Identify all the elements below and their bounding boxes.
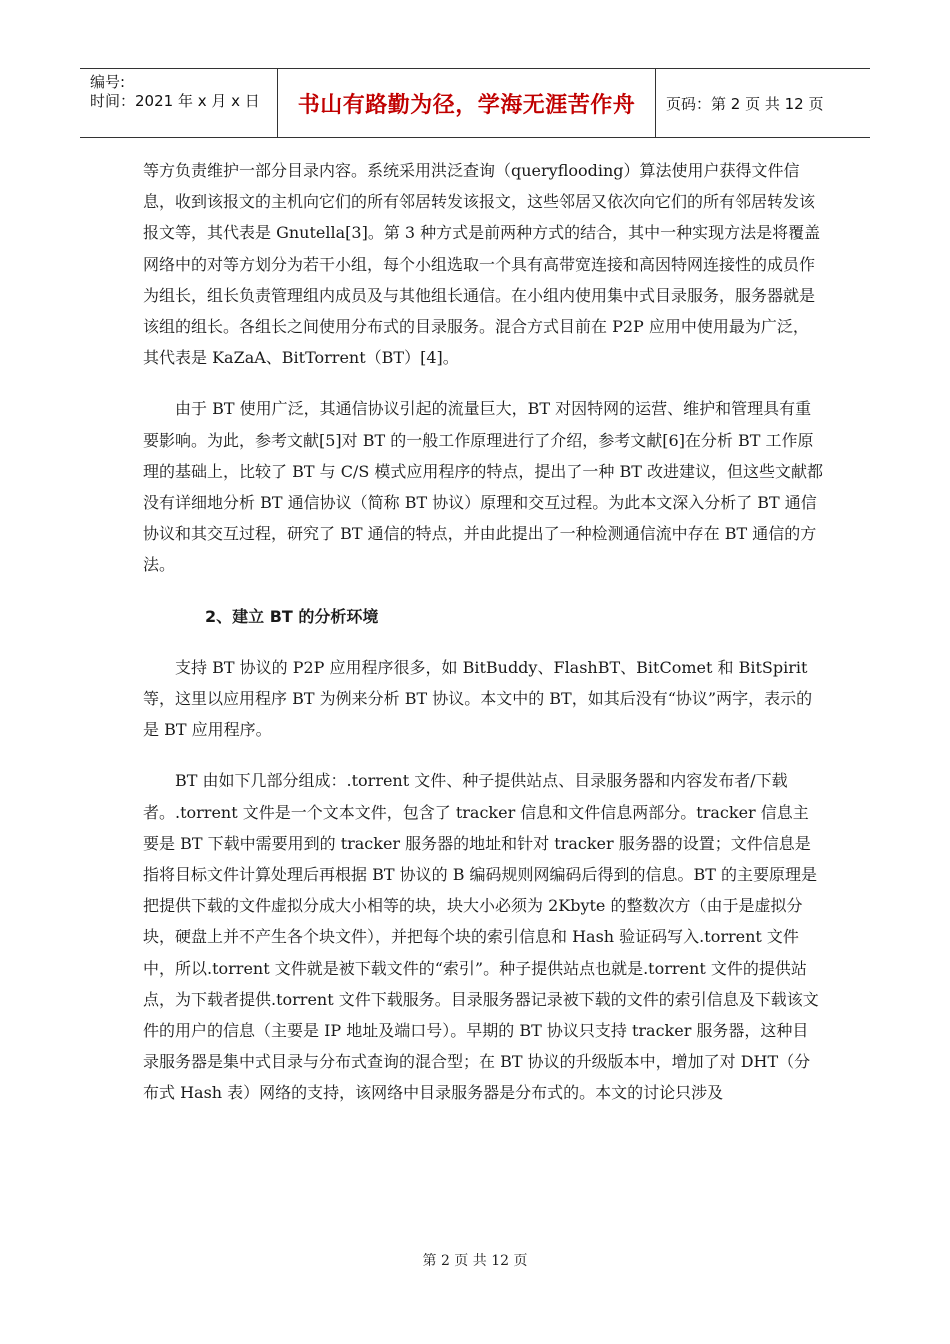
header-motto: 书山有路勤为径，学海无涯苦作舟 — [278, 69, 656, 137]
page-footer: 第 2 页 共 12 页 — [422, 1253, 528, 1269]
document-number-label: 编号: — [90, 73, 126, 91]
page-header — [80, 68, 870, 138]
document-body — [143, 155, 823, 1109]
paragraph-continuation: 等方负责维护一部分目录内容。系统采用洪泛查询（queryflooding）算法使用户获得文件信息，收到该报文的主机向它们的所有邻居转发该报文，这些邻居又依次向它们的所有邻居转发该报文等，其代表是 Gnutella[3]。第 3 种方式是前两种方式的结合，其中一种实现方法是将覆盖网络中的对等方划分为若干小组，每个小组选取一个具有高带宽连接和高因特网连接性的成员作为组长，组长负责管理组内成员及与其他组长通信。在小组内使用集中式目录服务，服务器就是该组的组长。各组长之间使用分布式的目录服务。混合方式目前在 P2P 应用中使用最为广泛，其代表是 KaZaA、BitTorrent（BT）[4]。 — [143, 161, 821, 368]
paragraph-bt-components: BT 由如下几部分组成：.torrent 文件、种子提供站点、目录服务器和内容发布者/下载者。.torrent 文件是一个文本文件，包含了 tracker 信息和文件信息两部分。tracker 信息主要是 BT 下载中需要用到的 tracker 服务器的地址和针对 tracker 服务器的设置；文件信息是指将目标文件计算处理后再根据 BT 协议的 B 编码规则网编码后得到的信息。BT 的主要原理是把提供下载的文件虚拟分成大小相等的块，块大小必须为 2Kbyte 的整数次方（由于是虚拟分块，硬盘上并不产生各个块文件），并把每个块的索引信息和 Hash 验证码写入.torrent 文件中，所以.torrent 文件就是被下载文件的“索引”。种子提供站点也就是.torrent 文件的提供站点，为下载者提供.torrent 文件下载服务。目录服务器记录被下载的文件的索引信息及下载该文件的用户的信息（主要是 IP 地址及端口号）。早期的 BT 协议只支持 tracker 服务器，这种目录服务器是集中式目录与分布式查询的混合型；在 BT 协议的升级版本中，增加了对 DHT（分布式 Hash 表）网络的支持，该网络中目录服务器是分布式的。本文的讨论只涉及 — [143, 771, 819, 1103]
section-heading: 2、建立 BT 的分析环境 — [205, 606, 379, 626]
document-date: 时间：2021 年 x 月 x 日 — [90, 92, 260, 110]
paragraph-bt-impact: 由于 BT 使用广泛，其通信协议引起的流量巨大，BT 对因特网的运营、维护和管理具有重要影响。为此，参考文献[5]对 BT 的一般工作原理进行了介绍，参考文献[6]在分析 BT 工作原理的基础上，比较了 BT 与 C/S 模式应用程序的特点，提出了一种 BT 改进建议，但这些文献都没有详细地分析 BT 通信协议（简称 BT 协议）原理和交互过程。为此本文深入分析了 BT 通信协议和其交互过程，研究了 BT 通信的特点，并由此提出了一种检测通信流中存在 BT 通信的方法。 — [143, 399, 823, 575]
header-page-info: 页码：第 2 页 共 12 页 — [666, 94, 824, 113]
paragraph-bt-apps: 支持 BT 协议的 P2P 应用程序很多，如 BitBuddy、FlashBT、BitComet 和 BitSpirit 等，这里以应用程序 BT 为例来分析 BT 协议。本文中的 BT，如其后没有“协议”两字，表示的是 BT 应用程序。 — [143, 657, 813, 740]
header-meta — [80, 69, 278, 137]
